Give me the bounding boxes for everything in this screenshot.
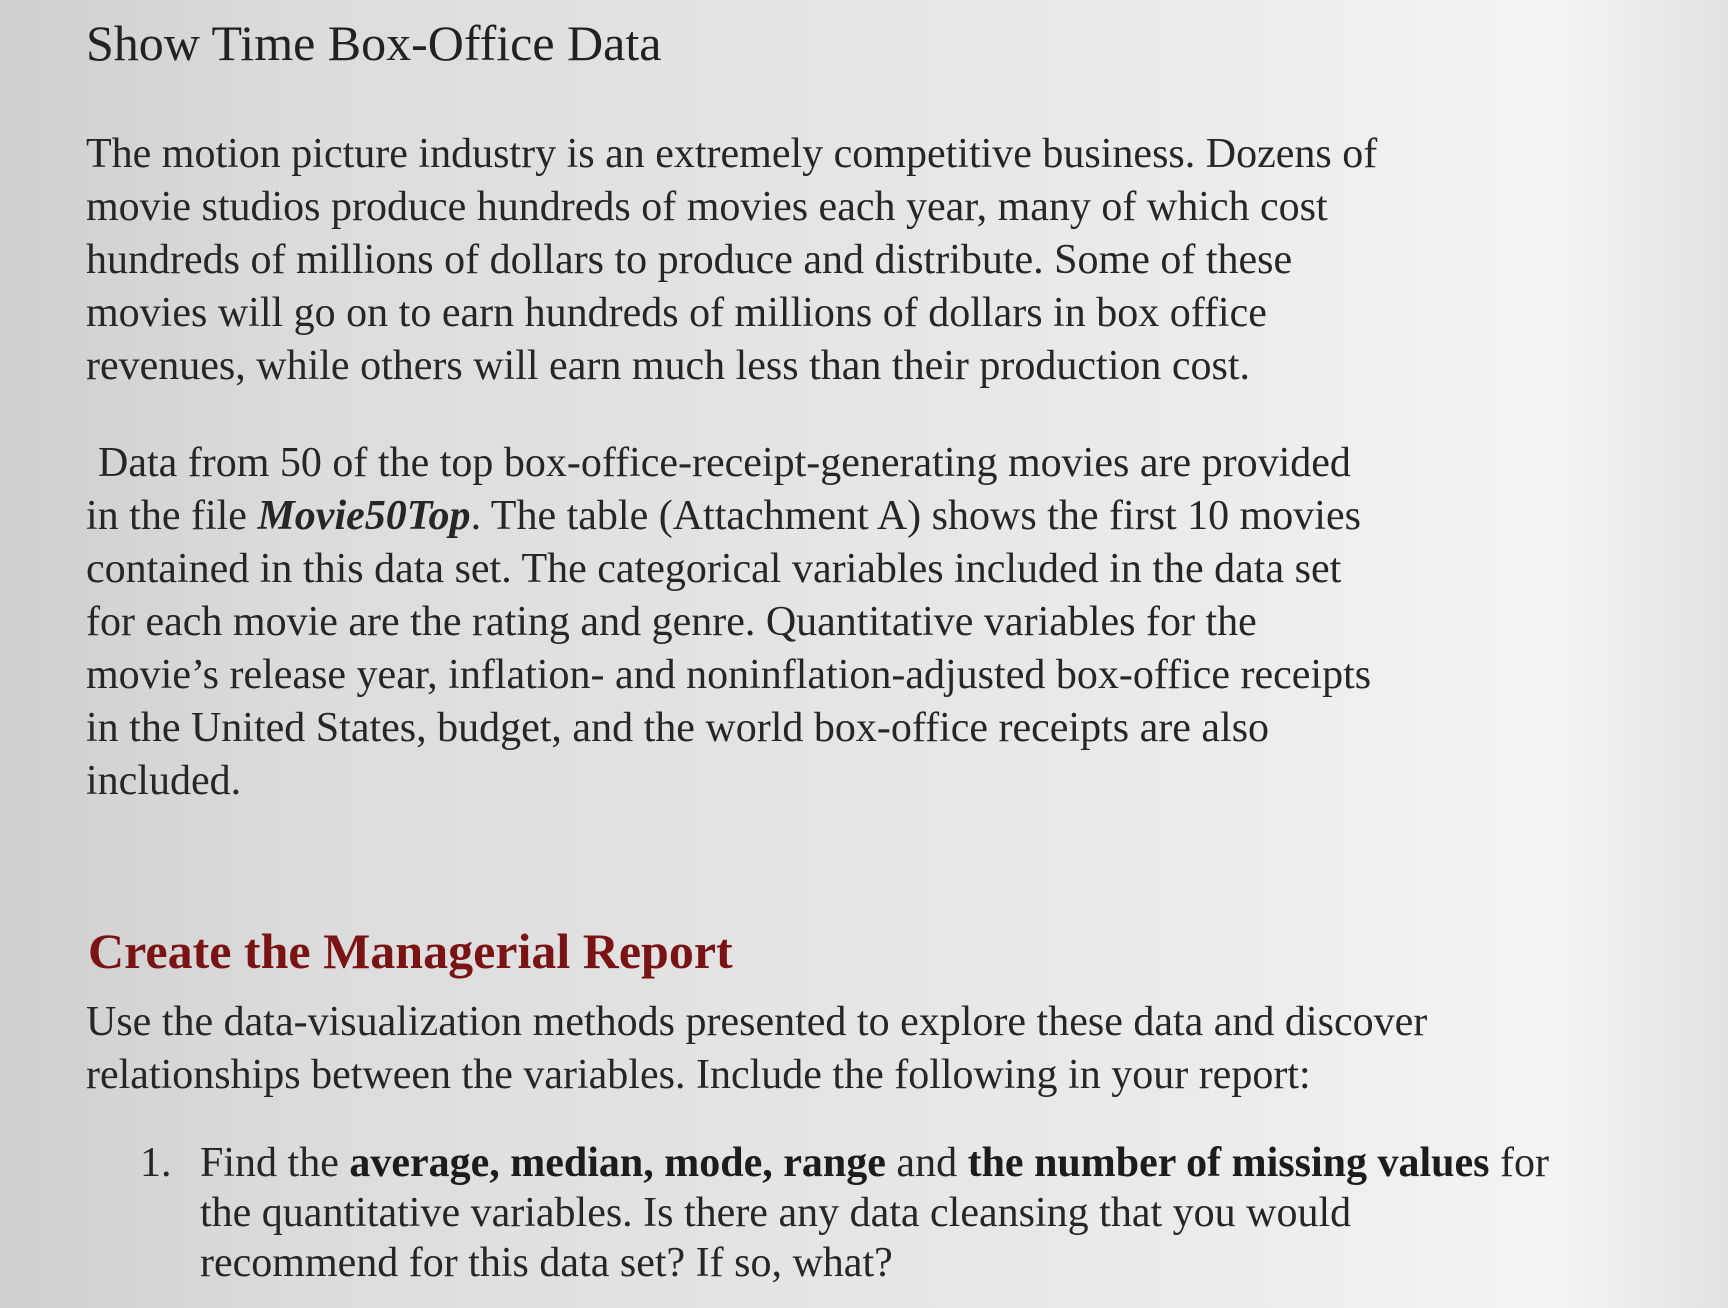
data-description-paragraph [86, 437, 1646, 808]
intro-line: movies will go on to earn hundreds of millions of dollars in box office [86, 290, 1267, 336]
task-line [200, 1138, 1549, 1188]
data-line: in the United States, budget, and the world box-office receipts are also [86, 705, 1270, 751]
task-emphasis: the number of missing values [967, 1140, 1490, 1186]
data-line: movie’s release year, inflation- and noninflation-adjusted box-office receipts [86, 652, 1372, 698]
intro-line: movie studios produce hundreds of movies each year, many of which cost [86, 184, 1328, 230]
data-line-text: in the file [86, 493, 258, 539]
data-line-text: . The table (Attachment A) shows the first 10 movies [470, 493, 1361, 539]
report-line: Use the data-visualization methods presented to explore these data and discover [86, 999, 1428, 1045]
intro-line: The motion picture industry is an extremely competitive business. Dozens of [86, 131, 1378, 177]
section-heading: Create the Managerial Report [88, 923, 733, 979]
data-line: Data from 50 of the top box-office-receipt-generating movies are provided [98, 440, 1351, 486]
intro-line: hundreds of millions of dollars to produce and distribute. Some of these [86, 237, 1293, 283]
intro-paragraph [86, 128, 1646, 393]
task-line: recommend for this data set? If so, what? [200, 1240, 893, 1286]
file-name: Movie50Top [257, 493, 471, 539]
document-title: Show Time Box-Office Data [86, 15, 662, 71]
task-list [140, 1138, 1549, 1288]
data-line: contained in this data set. The categorical variables included in the data set [86, 546, 1342, 592]
task-emphasis: average, median, mode, range [349, 1140, 886, 1186]
task-number: 1. [140, 1140, 172, 1186]
data-line: included. [86, 758, 242, 804]
task-line: the quantitative variables. Is there any data cleansing that you would [200, 1190, 1352, 1236]
task-text: Find the [200, 1140, 350, 1186]
data-line [86, 490, 1646, 543]
task-text: and [885, 1140, 968, 1186]
data-line: for each movie are the rating and genre. Quantitative variables for the [86, 599, 1257, 645]
task-text: for [1489, 1140, 1550, 1186]
report-line: relationships between the variables. Include the following in your report: [86, 1052, 1311, 1098]
intro-line: revenues, while others will earn much less than their production cost. [86, 343, 1251, 389]
task-item [140, 1138, 1549, 1288]
report-instructions-paragraph [86, 996, 1646, 1102]
